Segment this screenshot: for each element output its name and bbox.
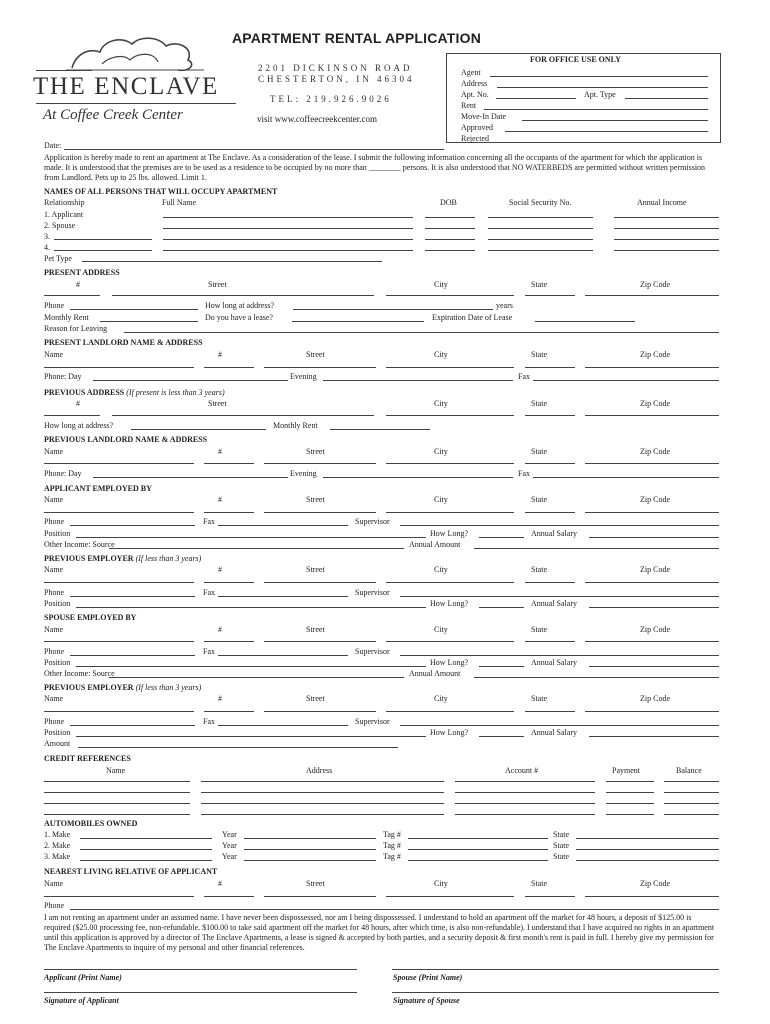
automobiles-heading: AUTOMOBILES OWNED xyxy=(44,819,138,828)
relative-heading: NEAREST LIVING RELATIVE OF APPLICANT xyxy=(44,867,218,876)
phone-label: Phone xyxy=(44,301,64,310)
city-label: City xyxy=(434,565,448,574)
emp1-fax-field[interactable] xyxy=(218,525,348,526)
phone-label: Phone xyxy=(44,647,64,656)
landlord-phone-day-field[interactable] xyxy=(93,380,288,381)
phone-number: TEL: 219.926.9026 xyxy=(270,94,392,104)
zip-label: Zip Code xyxy=(640,879,670,888)
emp4-amount-field[interactable] xyxy=(78,747,398,748)
office-movein-field[interactable] xyxy=(522,120,708,121)
other-income-label: Other Income: Source xyxy=(44,669,115,678)
emp2-phone-field[interactable] xyxy=(70,596,195,597)
col-fullname: Full Name xyxy=(162,198,196,207)
zip-label: Zip Code xyxy=(640,625,670,634)
office-aptno-field[interactable] xyxy=(496,98,576,99)
address-line2: CHESTERTON, IN 46304 xyxy=(258,74,415,84)
intro-paragraph: Application is hereby made to rent an apartment at The Enclave. As a consideration of the lease. I submit the following information concerning all the occupants of the apartment for which the application is made. It is understood that the premises are to be used as a residence to be occupied by no more than ________ persons. It is also understood that NO WATERBEDS are permitted without written permission from Landlord. Pets up to 25 lbs. allowed. Limit 1. xyxy=(44,153,706,182)
declaration-paragraph: I am not renting an apartment under an assumed name. I have never been dispossessed, nor am I being dispossessed. I understand to hold an apartment off the market for 48 hours, a deposit of $125.00 is required ($25.00 processing fee, non-refundable. $100.00 to take said apartment off the market for 48 hours, after which time, is also non-refundable). I understand that I have acquired no rights in an apartment until this application is approved by a director of The Enclave Apartments, a lease is signed & accepted by both parties, and a security deposit & first month's rent is paid in full. I hereby give my permission for The Enclave Apartments to inquire of my personal and other financial references. xyxy=(44,913,715,952)
present-address-heading: PRESENT ADDRESS xyxy=(44,268,120,277)
emp1-position-field[interactable] xyxy=(76,537,426,538)
annual-salary-label: Annual Salary xyxy=(531,728,577,737)
phone-label: Phone xyxy=(44,517,64,526)
emp3-other-income-field[interactable] xyxy=(109,677,404,678)
city-label: City xyxy=(434,280,448,289)
credit-col-payment: Payment xyxy=(612,766,640,775)
col-ssn: Social Security No. xyxy=(509,198,572,207)
col-income: Annual Income xyxy=(637,198,687,207)
num-label: # xyxy=(76,399,80,408)
row-3: 3. xyxy=(44,232,50,241)
street-label: Street xyxy=(306,694,325,703)
prev-landlord-phone-day-field[interactable] xyxy=(93,477,288,478)
form-title: APARTMENT RENTAL APPLICATION xyxy=(232,30,482,46)
year-label: Year xyxy=(222,830,237,839)
annual-salary-label: Annual Salary xyxy=(531,658,577,667)
applicant-signature-label: Signature of Applicant xyxy=(44,996,119,1005)
state-label: State xyxy=(553,852,569,861)
street-label: Street xyxy=(306,447,325,456)
num-label: # xyxy=(218,879,222,888)
num-label: # xyxy=(218,694,222,703)
cloud-logo-icon xyxy=(66,34,206,74)
credit-col-balance: Balance xyxy=(676,766,702,775)
zip-label: Zip Code xyxy=(640,447,670,456)
previous-employer-note: (If less than 3 years) xyxy=(135,554,202,563)
office-agent-label: Agent xyxy=(461,68,481,77)
row-4: 4. xyxy=(44,243,50,252)
office-rejected-label: Rejected xyxy=(461,134,489,143)
tag1-field[interactable] xyxy=(408,838,548,839)
fax-label: Fax xyxy=(203,647,215,656)
office-rejected-field[interactable] xyxy=(500,142,708,143)
credit-col-name: Name xyxy=(106,766,126,775)
previous-employer-heading xyxy=(44,554,201,563)
office-aptno-label: Apt. No. xyxy=(461,90,489,99)
street-label: Street xyxy=(306,565,325,574)
state-label: State xyxy=(531,399,547,408)
street-label: Street xyxy=(208,399,227,408)
annual-amount-label: Annual Amount xyxy=(409,669,461,678)
evening-label: Evening xyxy=(290,469,317,478)
city-label: City xyxy=(434,447,448,456)
name-label: Name xyxy=(44,625,64,634)
have-lease-label: Do you have a lease? xyxy=(205,313,273,322)
prev-landlord-evening-field[interactable] xyxy=(323,477,513,478)
fax-label: Fax xyxy=(203,717,215,726)
years-label: years xyxy=(496,301,513,310)
spouse-print-field[interactable] xyxy=(392,969,719,970)
year-label: Year xyxy=(222,852,237,861)
state-label: State xyxy=(531,495,547,504)
city-label: City xyxy=(434,399,448,408)
other-income-label: Other Income: Source xyxy=(44,540,115,549)
city-label: City xyxy=(434,350,448,359)
phone-label: Phone xyxy=(44,588,64,597)
make2-label: 2. Make xyxy=(44,841,71,850)
emp2-supervisor-field[interactable] xyxy=(400,596,719,597)
name-label: Name xyxy=(44,879,64,888)
how-long-label: How long at address? xyxy=(205,301,275,310)
expiration-field[interactable] xyxy=(535,321,635,322)
reason-label: Reason for Leaving xyxy=(44,324,108,333)
previous-address-note: (If present is less than 3 years) xyxy=(126,388,225,397)
tag-label: Tag # xyxy=(383,830,401,839)
applicant-print-label: Applicant (Print Name) xyxy=(44,973,122,982)
office-address-field[interactable] xyxy=(497,87,708,88)
office-approved-label: Approved xyxy=(461,123,493,132)
monthly-rent-label: Monthly Rent xyxy=(44,313,89,322)
emp4-how-long-field[interactable] xyxy=(479,736,524,737)
make1-field[interactable] xyxy=(80,838,212,839)
zip-label: Zip Code xyxy=(640,565,670,574)
row-spouse: 2. Spouse xyxy=(44,221,76,230)
office-heading: FOR OFFICE USE ONLY xyxy=(530,55,622,64)
emp2-how-long-field[interactable] xyxy=(479,607,524,608)
office-movein-label: Move-In Date xyxy=(461,112,507,121)
emp3-position-field[interactable] xyxy=(76,666,426,667)
emp1-how-long-field[interactable] xyxy=(479,537,524,538)
phone-label: Phone xyxy=(44,717,64,726)
emp1-phone-field[interactable] xyxy=(70,525,195,526)
city-label: City xyxy=(434,879,448,888)
name-label: Name xyxy=(44,694,64,703)
spouse-signature-label: Signature of Spouse xyxy=(393,996,460,1005)
state-label: State xyxy=(531,280,547,289)
emp3-how-long-field[interactable] xyxy=(479,666,524,667)
prev-monthly-rent-label: Monthly Rent xyxy=(273,421,318,430)
landlord-fax-field[interactable] xyxy=(533,380,719,381)
emp3-salary-field[interactable] xyxy=(589,666,719,667)
phone-day-label: Phone: Day xyxy=(44,372,82,381)
make1-label: 1. Make xyxy=(44,830,71,839)
phone-label: Phone xyxy=(44,901,64,910)
row-applicant: 1. Applicant xyxy=(44,210,84,219)
num-label: # xyxy=(218,565,222,574)
previous-employer2-heading xyxy=(44,683,201,692)
city-label: City xyxy=(434,694,448,703)
previous-landlord-heading: PREVIOUS LANDLORD NAME & ADDRESS xyxy=(44,435,208,444)
year1-field[interactable] xyxy=(244,838,376,839)
state-label: State xyxy=(553,830,569,839)
persons-heading: NAMES OF ALL PERSONS THAT WILL OCCUPY APARTMENT xyxy=(44,187,278,196)
state-label: State xyxy=(531,447,547,456)
office-approved-field[interactable] xyxy=(505,131,708,132)
tag-label: Tag # xyxy=(383,852,401,861)
previous-address-title: PREVIOUS ADDRESS xyxy=(44,388,125,397)
reason-field[interactable] xyxy=(124,332,719,333)
address-line1: 2201 DICKINSON ROAD xyxy=(258,63,413,73)
applicant-signature-field[interactable] xyxy=(44,992,357,993)
year-label: Year xyxy=(222,841,237,850)
office-rent-field[interactable] xyxy=(484,109,708,110)
present-phone-field[interactable] xyxy=(70,309,198,310)
emp1-salary-field[interactable] xyxy=(589,537,719,538)
position-label: Position xyxy=(44,728,71,737)
expiration-label: Expiration Date of Lease xyxy=(432,313,513,322)
fax-label: Fax xyxy=(518,469,530,478)
street-label: Street xyxy=(306,625,325,634)
previous-address-heading xyxy=(44,388,225,397)
col-dob: DOB xyxy=(440,198,457,207)
num-label: # xyxy=(218,447,222,456)
brand-name: THE ENCLAVE xyxy=(33,73,219,100)
emp2-position-field[interactable] xyxy=(76,607,426,608)
state-label: State xyxy=(531,565,547,574)
how-long-q-label: How Long? xyxy=(430,728,468,737)
credit-col-address: Address xyxy=(306,766,333,775)
emp3-supervisor-field[interactable] xyxy=(400,655,719,656)
previous-employer-title: PREVIOUS EMPLOYER xyxy=(44,554,134,563)
emp4-supervisor-field[interactable] xyxy=(400,725,719,726)
zip-label: Zip Code xyxy=(640,350,670,359)
relative-phone-field[interactable] xyxy=(70,909,719,910)
fax-label: Fax xyxy=(518,372,530,381)
street-label: Street xyxy=(306,879,325,888)
name-label: Name xyxy=(44,565,64,574)
street-label: Street xyxy=(306,495,325,504)
present-landlord-heading: PRESENT LANDLORD NAME & ADDRESS xyxy=(44,338,203,347)
fax-label: Fax xyxy=(203,588,215,597)
prev-how-long-field[interactable] xyxy=(131,429,266,430)
applicant-print-field[interactable] xyxy=(44,969,357,970)
zip-label: Zip Code xyxy=(640,280,670,289)
pet-type-label: Pet Type xyxy=(44,254,72,263)
emp1-annual-amount-field[interactable] xyxy=(474,548,719,549)
num-label: # xyxy=(218,350,222,359)
prev-how-long-label: How long at address? xyxy=(44,421,114,430)
office-agent-field[interactable] xyxy=(490,76,708,77)
zip-label: Zip Code xyxy=(640,399,670,408)
emp3-annual-amount-field[interactable] xyxy=(474,677,719,678)
emp3-phone-field[interactable] xyxy=(70,655,195,656)
evening-label: Evening xyxy=(290,372,317,381)
how-long-q-label: How Long? xyxy=(430,658,468,667)
make2-field[interactable] xyxy=(80,849,212,850)
supervisor-label: Supervisor xyxy=(355,588,390,597)
office-rent-label: Rent xyxy=(461,101,477,110)
street-label: Street xyxy=(208,280,227,289)
num-label: # xyxy=(76,280,80,289)
how-long-q-label: How Long? xyxy=(430,529,468,538)
state-label: State xyxy=(531,350,547,359)
credit-col-account: Account # xyxy=(505,766,539,775)
how-long-field[interactable] xyxy=(293,309,493,310)
col-relationship: Relationship xyxy=(44,198,85,207)
prev-monthly-rent-field[interactable] xyxy=(330,429,430,430)
zip-label: Zip Code xyxy=(640,694,670,703)
city-label: City xyxy=(434,625,448,634)
name-label: Name xyxy=(44,350,64,359)
emp4-salary-field[interactable] xyxy=(589,736,719,737)
year3-field[interactable] xyxy=(244,860,376,861)
supervisor-label: Supervisor xyxy=(355,717,390,726)
state3-field[interactable] xyxy=(576,860,719,861)
emp4-fax-field[interactable] xyxy=(218,725,348,726)
landlord-evening-field[interactable] xyxy=(323,380,513,381)
position-label: Position xyxy=(44,658,71,667)
emp1-other-income-field[interactable] xyxy=(109,548,404,549)
annual-salary-label: Annual Salary xyxy=(531,529,577,538)
phone-day-label: Phone: Day xyxy=(44,469,82,478)
supervisor-label: Supervisor xyxy=(355,647,390,656)
previous-employer2-title: PREVIOUS EMPLOYER xyxy=(44,683,134,692)
office-apttype-label: Apt. Type xyxy=(584,90,616,99)
have-lease-field[interactable] xyxy=(292,321,424,322)
pet-type-field[interactable] xyxy=(82,261,382,262)
num-label: # xyxy=(218,495,222,504)
date-label: Date: xyxy=(44,141,62,150)
position-label: Position xyxy=(44,599,71,608)
state1-field[interactable] xyxy=(576,838,719,839)
amount-label: Amount xyxy=(44,739,71,748)
monthly-rent-field[interactable] xyxy=(100,321,198,322)
name-label: Name xyxy=(44,447,64,456)
spouse-print-label: Spouse (Print Name) xyxy=(393,973,463,982)
state-label: State xyxy=(531,879,547,888)
name-label: Name xyxy=(44,495,64,504)
emp2-salary-field[interactable] xyxy=(589,607,719,608)
annual-amount-label: Annual Amount xyxy=(409,540,461,549)
tag-label: Tag # xyxy=(383,841,401,850)
emp1-supervisor-field[interactable] xyxy=(400,525,719,526)
fax-label: Fax xyxy=(203,517,215,526)
zip-label: Zip Code xyxy=(640,495,670,504)
previous-employer2-note: (If less than 3 years) xyxy=(135,683,202,692)
credit-references-heading: CREDIT REFERENCES xyxy=(44,754,131,763)
city-label: City xyxy=(434,495,448,504)
emp4-phone-field[interactable] xyxy=(70,725,195,726)
make3-label: 3. Make xyxy=(44,852,71,861)
office-address-label: Address xyxy=(461,79,488,88)
state2-field[interactable] xyxy=(576,849,719,850)
spouse-employed-heading: SPOUSE EMPLOYED BY xyxy=(44,613,137,622)
annual-salary-label: Annual Salary xyxy=(531,599,577,608)
state-label: State xyxy=(531,694,547,703)
supervisor-label: Supervisor xyxy=(355,517,390,526)
state-label: State xyxy=(531,625,547,634)
how-long-q-label: How Long? xyxy=(430,599,468,608)
emp2-fax-field[interactable] xyxy=(218,596,348,597)
applicant-employed-heading: APPLICANT EMPLOYED BY xyxy=(44,484,152,493)
year2-field[interactable] xyxy=(244,849,376,850)
street-label: Street xyxy=(306,350,325,359)
state-label: State xyxy=(553,841,569,850)
emp3-fax-field[interactable] xyxy=(218,655,348,656)
date-field[interactable] xyxy=(64,149,444,150)
num-label: # xyxy=(218,625,222,634)
tag3-field[interactable] xyxy=(408,860,548,861)
spouse-signature-field[interactable] xyxy=(392,992,719,993)
brand-tagline: At Coffee Creek Center xyxy=(43,107,183,123)
make3-field[interactable] xyxy=(80,860,212,861)
tag2-field[interactable] xyxy=(408,849,548,850)
website-link[interactable]: visit www.coffeecreekcenter.com xyxy=(257,114,377,124)
emp4-position-field[interactable] xyxy=(76,736,426,737)
prev-landlord-fax-field[interactable] xyxy=(533,477,719,478)
position-label: Position xyxy=(44,529,71,538)
office-apttype-field[interactable] xyxy=(625,98,708,99)
